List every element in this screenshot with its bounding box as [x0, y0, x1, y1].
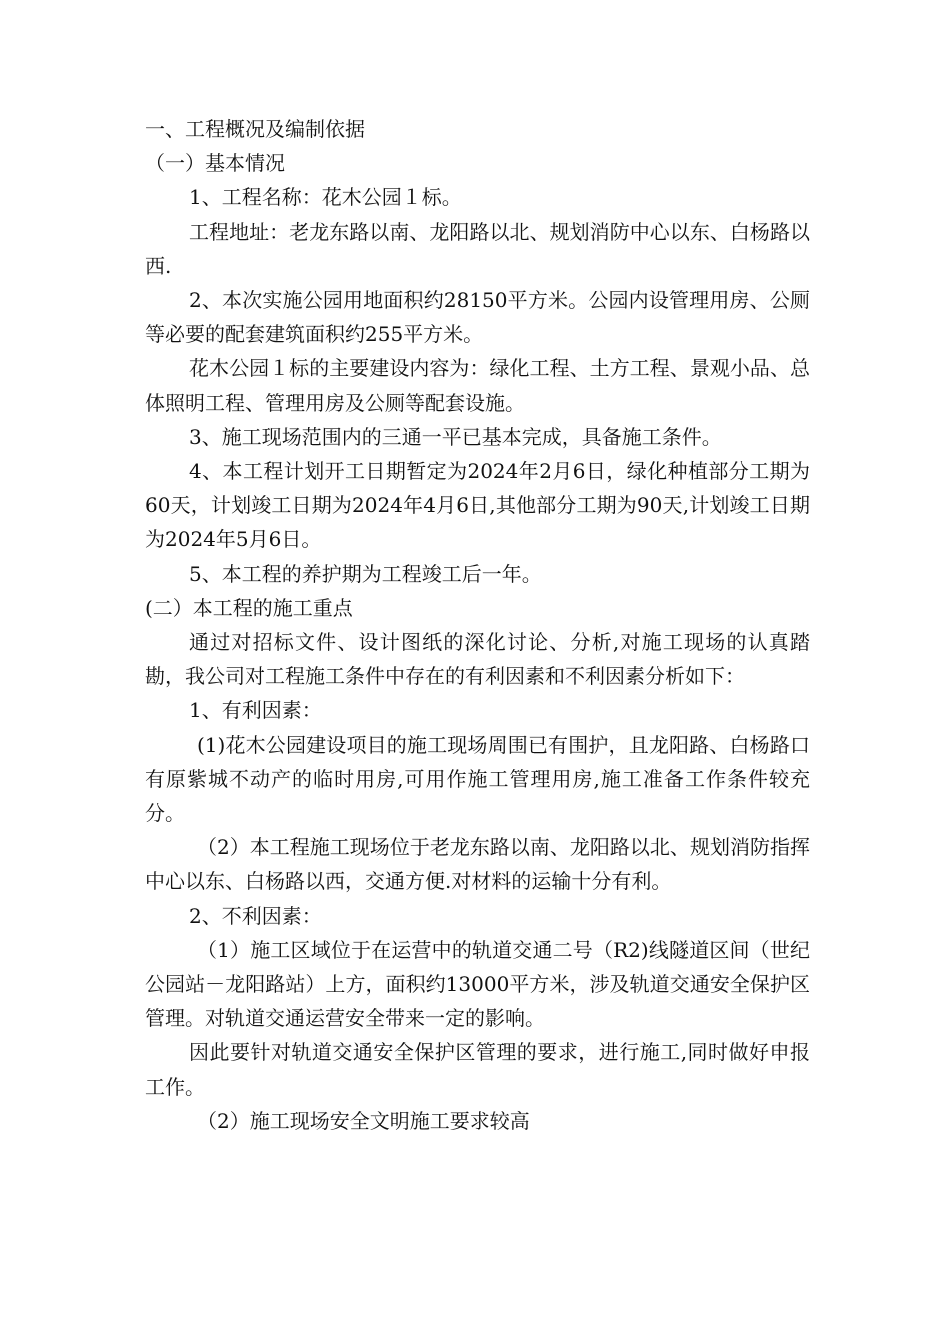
paragraph-analysis-intro: 通过对招标文件、设计图纸的深化讨论、分析,对施工现场的认真踏勘，我公司对工程施工条件中存在的有利因素和不利因素分析如下：	[145, 630, 810, 689]
paragraph-reporting-requirement: 因此要针对轨道交通安全保护区管理的要求，进行施工,同时做好申报工作。	[145, 1040, 810, 1099]
section-heading-1: 一、工程概况及编制依据	[145, 117, 365, 141]
document-body	[145, 112, 810, 1138]
paragraph-project-address: 工程地址：老龙东路以南、龙阳路以北、规划消防中心以东、白杨路以西.	[145, 219, 810, 278]
paragraph-project-name: 1、工程名称：花木公园１标。	[189, 185, 462, 210]
paragraph-favorable-factors: 1、有利因素：	[189, 698, 322, 723]
paragraph-favorable-2: （2）本工程施工现场位于老龙东路以南、龙阳路以北、规划消防指挥中心以东、白杨路以西，交通方便.对材料的运输十分有利。	[145, 835, 810, 894]
paragraph-favorable-1: (1)花木公园建设项目的施工现场周围已有围护，且龙阳路、白杨路口有原紫城不动产的临时用房,可用作施工管理用房,施工准备工作条件较充分。	[145, 732, 810, 826]
paragraph-unfavorable-2: （2）施工现场安全文明施工要求较高	[197, 1108, 530, 1133]
subsection-heading-key-points: (二）本工程的施工重点	[145, 595, 353, 620]
paragraph-site-conditions: 3、施工现场范围内的三通一平已基本完成，具备施工条件。	[189, 424, 722, 449]
subsection-heading-basic: （一）基本情况	[145, 151, 285, 176]
paragraph-maintenance: 5、本工程的养护期为工程竣工后一年。	[189, 561, 542, 586]
paragraph-unfavorable-factors: 2、不利因素：	[189, 903, 322, 928]
paragraph-unfavorable-1: （1）施工区域位于在运营中的轨道交通二号（R2)线隧道区间（世纪公园站－龙阳路站）上方，面积约13000平方米，涉及轨道交通安全保护区管理。对轨道交通运营安全带来一定的影响。	[145, 937, 810, 1031]
paragraph-main-content: 花木公园１标的主要建设内容为：绿化工程、土方工程、景观小品、总体照明工程、管理用房及公厕等配套设施。	[145, 356, 810, 415]
paragraph-area: 2、本次实施公园用地面积约28150平方米。公园内设管理用房、公厕等必要的配套建筑面积约255平方米。	[145, 288, 810, 347]
paragraph-schedule: 4、本工程计划开工日期暂定为2024年2月6日，绿化种植部分工期为60天，计划竣工日期为2024年4月6日,其他部分工期为90天,计划竣工日期为2024年5月6日。	[145, 459, 810, 552]
